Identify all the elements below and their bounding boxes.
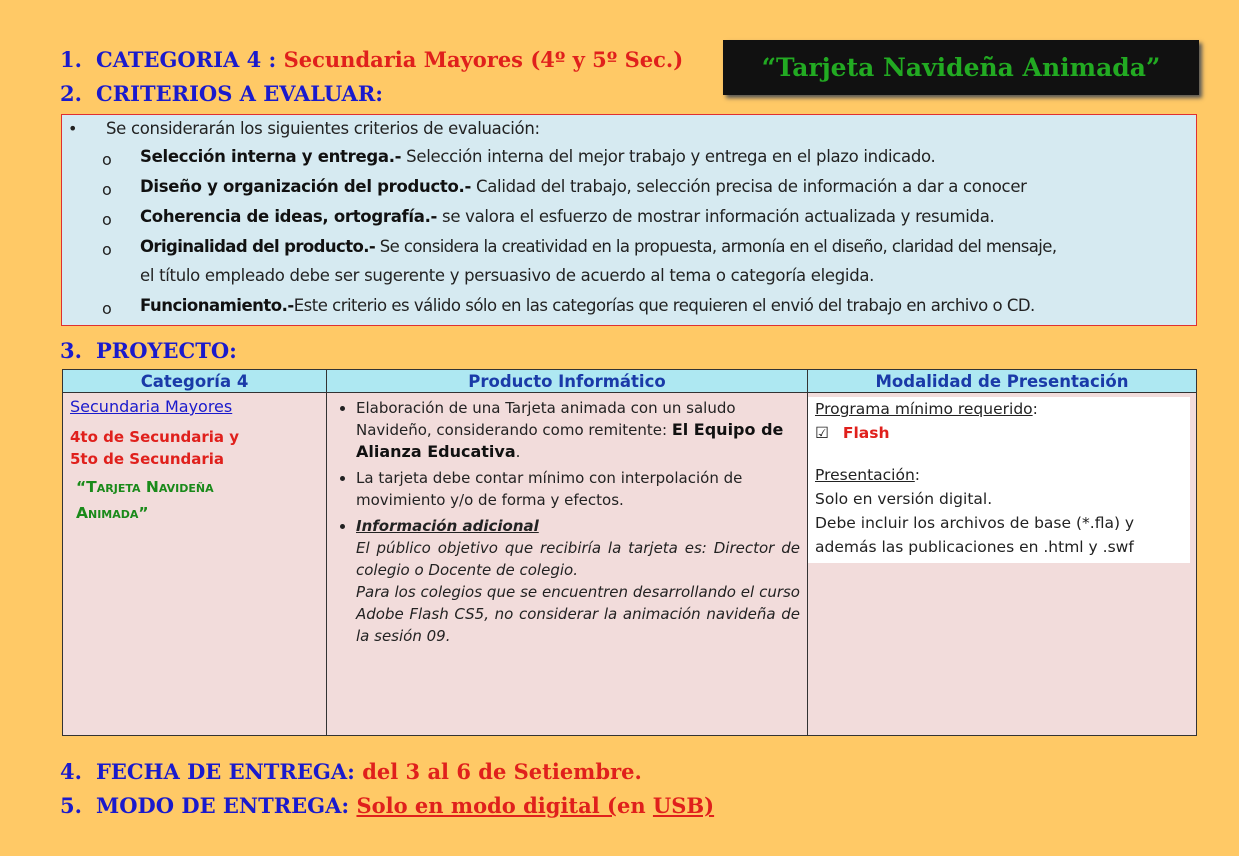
section-4-heading bbox=[60, 759, 642, 784]
section-3-heading bbox=[60, 338, 237, 363]
checkbox-icon: ☑ bbox=[815, 424, 829, 442]
product-bullet: • La tarjeta debe contar mínimo con interpolación de movimiento y/o de forma y efectos. bbox=[356, 467, 800, 511]
delivery-date: del 3 al 6 de Setiembre. bbox=[362, 759, 642, 784]
section-5-heading bbox=[60, 793, 714, 818]
criteria-item: Coherencia de ideas, ortografía.- se valora el esfuerzo de mostrar información actualizada y resumida. bbox=[140, 207, 995, 226]
presentation-line-2: Debe incluir los archivos de base (*.fla) y además las publicaciones en .html y .swf bbox=[815, 514, 1135, 556]
sub-bullet: o bbox=[102, 299, 112, 318]
criteria-item: Diseño y organización del producto.- Calidad del trabajo, selección precisa de información a dar a conocer bbox=[140, 177, 1027, 196]
modality-cell bbox=[808, 393, 1197, 736]
header-modality: Modalidad de Presentación bbox=[808, 370, 1197, 393]
section-number: 3. bbox=[60, 338, 82, 363]
product-bullet: • Elaboración de una Tarjeta animada con un saludo Navideño, considerando como remitente: El Equipo de Alianza Educativa. bbox=[356, 397, 800, 463]
card-title-green: “Tarjeta Navideña Animada” bbox=[76, 478, 214, 522]
section-label: MODO DE ENTREGA: bbox=[96, 793, 350, 818]
product-bullet: • Información adicional El público objetivo que recibiría la tarjeta es: Director de colegio o Docente de colegio. Para los colegios que se encuentren desarrollando el curso Adobe Flash CS5, no considerar la animación navideña de la sesión 09. bbox=[356, 515, 800, 647]
section-label: CRITERIOS A EVALUAR: bbox=[96, 81, 384, 106]
category-subtitle: Secundaria Mayores bbox=[70, 397, 233, 416]
sub-bullet: o bbox=[102, 150, 112, 169]
project-title: “Tarjeta Navideña Animada” bbox=[761, 53, 1161, 82]
project-title-banner bbox=[723, 40, 1199, 95]
project-table bbox=[62, 369, 1197, 736]
category-value: Secundaria Mayores (4º y 5º Sec.) bbox=[283, 47, 684, 72]
section-number: 1. bbox=[60, 47, 82, 72]
criteria-item-continuation: el título empleado debe ser sugerente y persuasivo de acuerdo al tema o categoría elegida. bbox=[140, 266, 875, 285]
sub-bullet: o bbox=[102, 180, 112, 199]
criteria-item: Funcionamiento.-Este criterio es válido sólo en las categorías que requieren el envió del trabajo en archivo o CD. bbox=[140, 296, 1035, 315]
section-label: FECHA DE ENTREGA: bbox=[96, 759, 355, 784]
section-2-heading bbox=[60, 81, 383, 106]
section-1-heading bbox=[60, 47, 683, 72]
section-label: CATEGORIA 4 : bbox=[96, 47, 277, 72]
section-number: 4. bbox=[60, 759, 82, 784]
delivery-mode: Solo en modo digital (en USB) bbox=[356, 793, 715, 818]
modality-content: Programa mínimo requerido: ☑ Flash Presentación: Solo en versión digital. Debe incluir los archivos de base (*.fla) y además las publicaciones en .html y .swf bbox=[808, 397, 1190, 563]
section-number: 5. bbox=[60, 793, 82, 818]
section-label: PROYECTO: bbox=[96, 338, 237, 363]
product-cell bbox=[327, 393, 808, 736]
section-number: 2. bbox=[60, 81, 82, 106]
category-cell bbox=[63, 393, 327, 736]
criteria-item: Selección interna y entrega.- Selección interna del mejor trabajo y entrega en el plazo indicado. bbox=[140, 147, 936, 166]
criteria-item: Originalidad del producto.- Se considera la creatividad en la propuesta, armonía en el diseño, claridad del mensaje, bbox=[140, 237, 1057, 256]
sub-bullet: o bbox=[102, 240, 112, 259]
grade-line-2: 5to de Secundaria bbox=[70, 450, 225, 468]
flash-label: Flash bbox=[842, 424, 890, 442]
sub-bullet: o bbox=[102, 210, 112, 229]
criteria-intro: Se considerarán los siguientes criterios de evaluación: bbox=[106, 119, 540, 138]
header-product: Producto Informático bbox=[327, 370, 808, 393]
presentation-line-1: Solo en versión digital. bbox=[815, 490, 993, 508]
grade-line-1: 4to de Secundaria y bbox=[70, 428, 240, 446]
header-category: Categoría 4 bbox=[63, 370, 327, 393]
bullet: • bbox=[68, 119, 78, 138]
criteria-box bbox=[61, 114, 1197, 326]
